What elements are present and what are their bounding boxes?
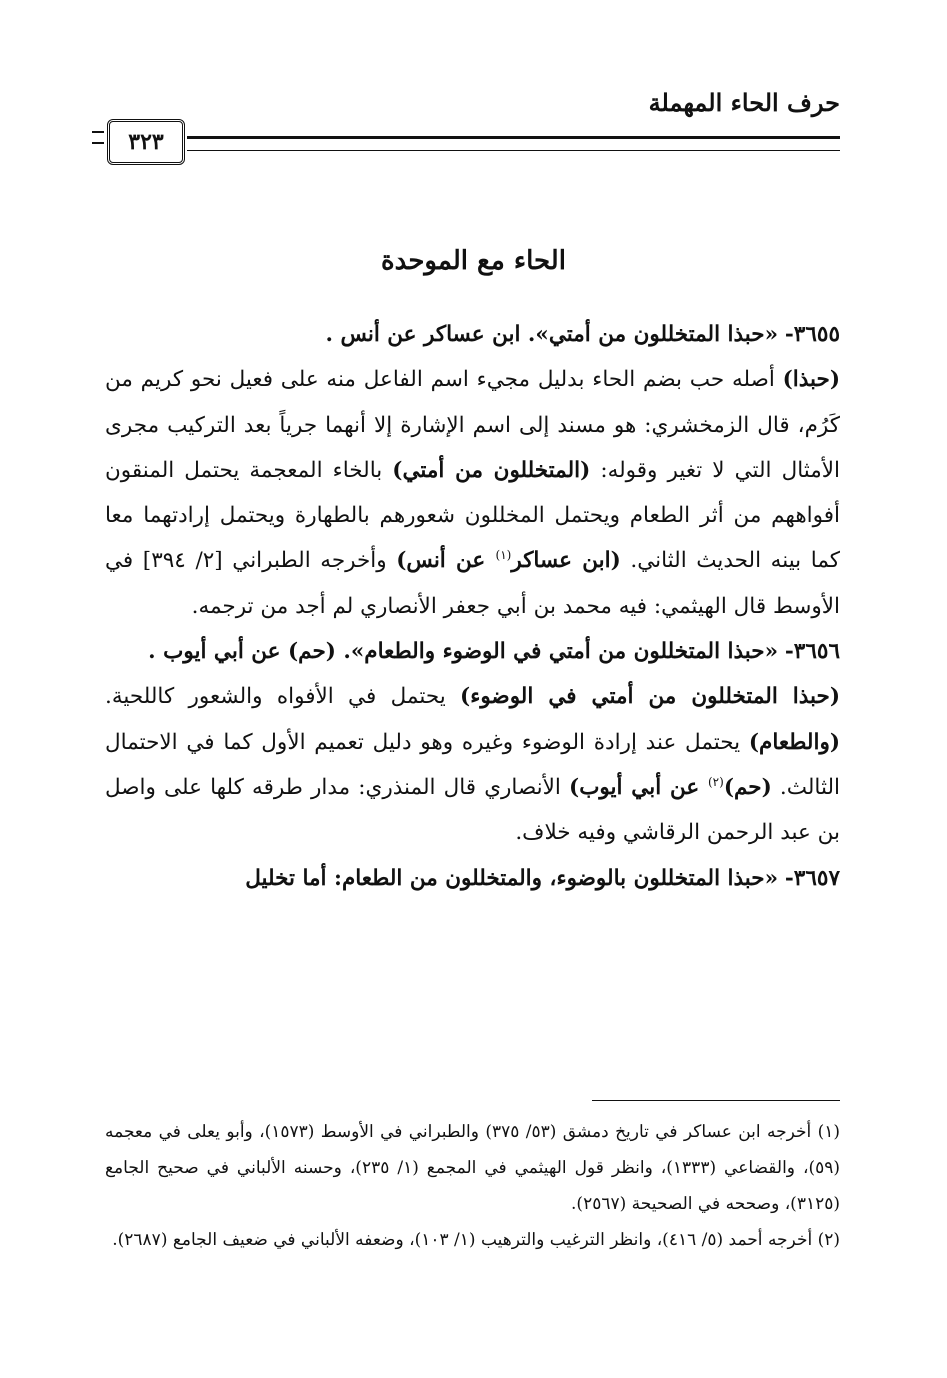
footnote-rule bbox=[592, 1100, 840, 1101]
header-ornament bbox=[92, 131, 104, 144]
header-rule bbox=[187, 136, 840, 151]
footnotes bbox=[105, 1114, 840, 1258]
hadith-text: «حبذا المتخللون من أمتي». ابن عساكر عن أنس . bbox=[325, 322, 779, 347]
hadith-text: «حبذا المتخللون بالوضوء، والمتخللون من الطعام: أما تخليل bbox=[245, 865, 779, 891]
entry-number: ٣٦٥٧- bbox=[784, 865, 840, 891]
section-title: الحاء مع الموحدة bbox=[381, 246, 566, 276]
commentary-paragraph bbox=[105, 674, 840, 855]
running-title: حرف الحاء المهملة bbox=[648, 88, 840, 117]
quoted-phrase: (ابن عساكر bbox=[511, 548, 621, 574]
quoted-phrase: عن أنس) bbox=[396, 548, 496, 574]
commentary-text: يحتمل في الأفواه والشعور كاللحية. bbox=[105, 684, 461, 710]
commentary-text: وأخرجه الطبراني [٢/ ٣٩٤] في الأوسط قال الهيثمي: فيه محمد بن أبي جعفر الأنصاري لم أجد من ترجمه. bbox=[105, 548, 840, 619]
footnote-2: (٢) أخرجه أحمد (٥/ ٤١٦)، وانظر الترغيب والترهيب (١/ ١٠٣)، وضعفه الألباني في ضعيف الجامع (٢٦٨٧). bbox=[112, 1230, 840, 1250]
entry-3657 bbox=[105, 856, 840, 901]
commentary-text: يحتمل عند إرادة الوضوء وغيره وهو دليل تعميم الأول كما في الاحتمال الثالث. bbox=[105, 729, 840, 800]
body-text bbox=[105, 312, 840, 901]
commentary-paragraph bbox=[105, 357, 840, 629]
quoted-phrase: (حبذا) bbox=[782, 367, 840, 393]
commentary-text: بالخاء المعجمة يحتمل المنقون أفواههم من أثر الطعام ويحتمل المخللون شعورهم بالطهارة ويحتمل إرادتهما معا كما بينه الحديث الثاني. bbox=[105, 457, 840, 574]
entry-3656 bbox=[105, 629, 840, 674]
quoted-phrase: (المتخللون من أمتي) bbox=[392, 457, 591, 483]
commentary-text: الأنصاري قال المنذري: مدار طرقه كلها على واصل بن عبد الرحمن الرقاشي وفيه خلاف. bbox=[105, 774, 840, 846]
page-number: ٣٢٣ bbox=[107, 119, 185, 165]
entry-number: ٣٦٥٥- bbox=[784, 322, 840, 347]
entry-number: ٣٦٥٦- bbox=[784, 639, 840, 665]
quoted-phrase: (حم) bbox=[723, 774, 772, 800]
commentary-text: أصله حب بضم الحاء بدليل مجيء اسم الفاعل منه على فعيل نحو كريم من كَرُم، قال الزمخشري: هو مسند إلى اسم الإشارة إلا أنهما جرياً بعد التركيب مجرى الأمثال التي لا تغير وقوله: bbox=[105, 367, 840, 483]
footnote-ref-1[interactable]: (١) bbox=[495, 548, 512, 563]
footnote-ref-2[interactable]: (٢) bbox=[707, 774, 724, 789]
hadith-text: «حبذا المتخللون من أمتي في الوضوء والطعام». (حم) عن أبي أيوب . bbox=[148, 639, 779, 665]
quoted-phrase: (والطعام) bbox=[748, 729, 840, 755]
footnote-1: (١) أخرجه ابن عساكر في تاريخ دمشق (٥٣/ ٣٧٥) والطبراني في الأوسط (١٥٧٣)، وأبو يعلى في معجمه (٥٩)، والقضاعي (١٣٣٣)، وانظر قول الهيثمي في المجمع (١/ ٢٣٥)، وحسنه الألباني في صحيح الجامع (٣١٢٥)، وصححه في الصحيحة (٢٥٦٧). bbox=[105, 1122, 841, 1214]
quoted-phrase: (حبذا المتخللون من أمتي في الوضوء) bbox=[460, 684, 841, 710]
quoted-phrase: عن أبي أيوب) bbox=[569, 774, 708, 800]
entry-3655 bbox=[105, 312, 840, 357]
